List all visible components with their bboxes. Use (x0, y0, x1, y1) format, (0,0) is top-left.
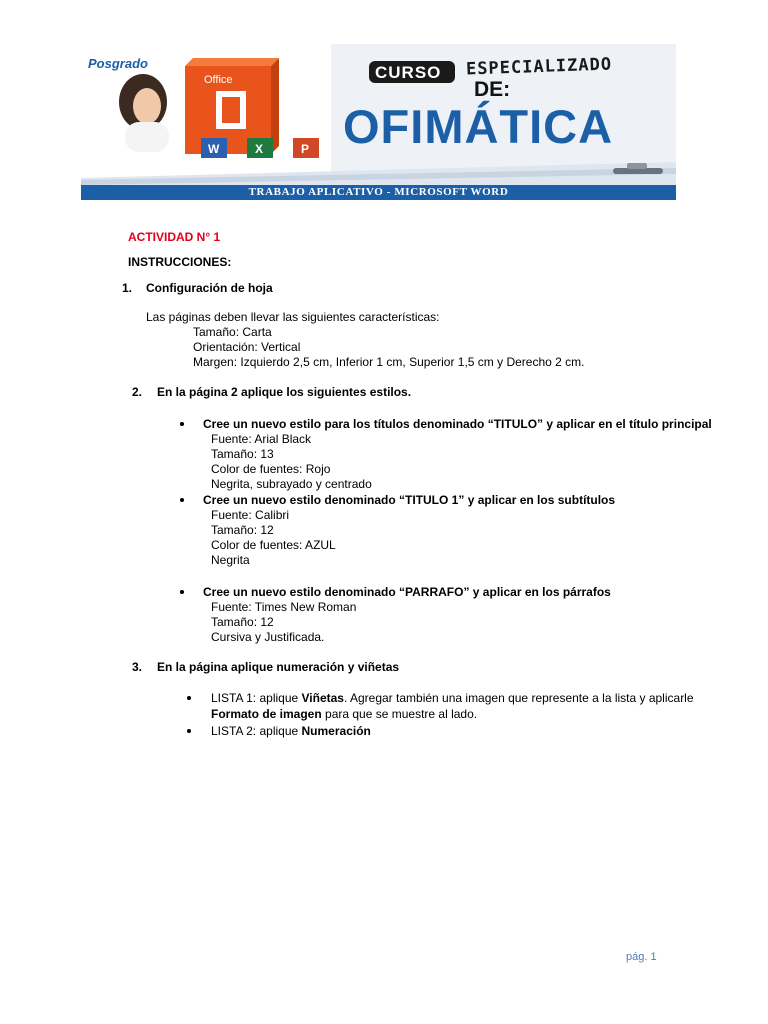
svg-text:X: X (255, 142, 264, 156)
style-line: Cursiva y Justificada. (211, 630, 325, 644)
office-label: Office (204, 74, 233, 86)
bullet-icon (180, 590, 184, 594)
svg-text:W: W (208, 142, 220, 156)
section-1-title: Configuración de hoja (146, 281, 273, 295)
posgrado-logo: Posgrado (88, 56, 148, 71)
svg-text:P: P (301, 142, 310, 156)
bullet-icon (187, 696, 191, 700)
especializado-text: ESPECIALIZADO (465, 54, 613, 80)
section-1-number: 1. (122, 281, 133, 295)
bullet-icon (187, 729, 191, 733)
style-line: Fuente: Calibri (211, 508, 290, 522)
style-line: Color de fuentes: Rojo (211, 462, 331, 476)
ofimatica-title: OFIMÁTICA (343, 100, 614, 153)
section-1-line: Orientación: Vertical (193, 340, 301, 354)
section-1-intro: Las páginas deben llevar las siguientes características: (146, 310, 440, 324)
section-3-number: 3. (132, 660, 143, 674)
section-2-number: 2. (132, 385, 143, 399)
style-line: Negrita, subrayado y centrado (211, 477, 372, 491)
instructions-heading: INSTRUCCIONES: (128, 255, 232, 269)
style-line: Tamaño: 12 (211, 523, 274, 537)
activity-title: ACTIVIDAD N° 1 (128, 230, 221, 244)
style-line: Tamaño: 12 (211, 615, 274, 629)
style-titulo1-title: Cree un nuevo estilo denominado “TITULO 1” y aplicar en los subtítulos (203, 493, 616, 507)
page-number: pág. 1 (626, 951, 657, 963)
section-1-line: Tamaño: Carta (193, 325, 272, 339)
header-banner (81, 44, 676, 200)
section-3-title: En la página aplique numeración y viñetas (157, 660, 400, 674)
section-2-title: En la página 2 aplique los siguientes estilos. (157, 385, 412, 399)
list-1-line: LISTA 1: aplique Viñetas. Agregar también una imagen que represente a la lista y aplicarle (211, 691, 694, 705)
section-1-line: Margen: Izquierdo 2,5 cm, Inferior 1 cm, Superior 1,5 cm y Derecho 2 cm. (193, 355, 585, 369)
style-line: Fuente: Times New Roman (211, 600, 357, 614)
list-1-line-2: Formato de imagen para que se muestre al lado. (211, 707, 478, 721)
curso-text: CURSO (375, 63, 442, 82)
list-2-line: LISTA 2: aplique Numeración (211, 724, 371, 738)
style-line: Negrita (211, 553, 250, 567)
bullet-icon (180, 498, 184, 502)
style-line: Fuente: Arial Black (211, 432, 312, 446)
bullet-icon (180, 422, 184, 426)
style-parrafo-title: Cree un nuevo estilo denominado “PARRAFO” y aplicar en los párrafos (203, 585, 611, 599)
style-line: Tamaño: 13 (211, 447, 274, 461)
banner-subtitle-bar: TRABAJO APLICATIVO - MICROSOFT WORD (81, 185, 676, 200)
style-line: Color de fuentes: AZUL (211, 538, 336, 552)
de-text: DE: (474, 78, 511, 101)
style-titulo-title: Cree un nuevo estilo para los títulos denominado “TITULO” y aplicar en el título principal (203, 417, 712, 431)
